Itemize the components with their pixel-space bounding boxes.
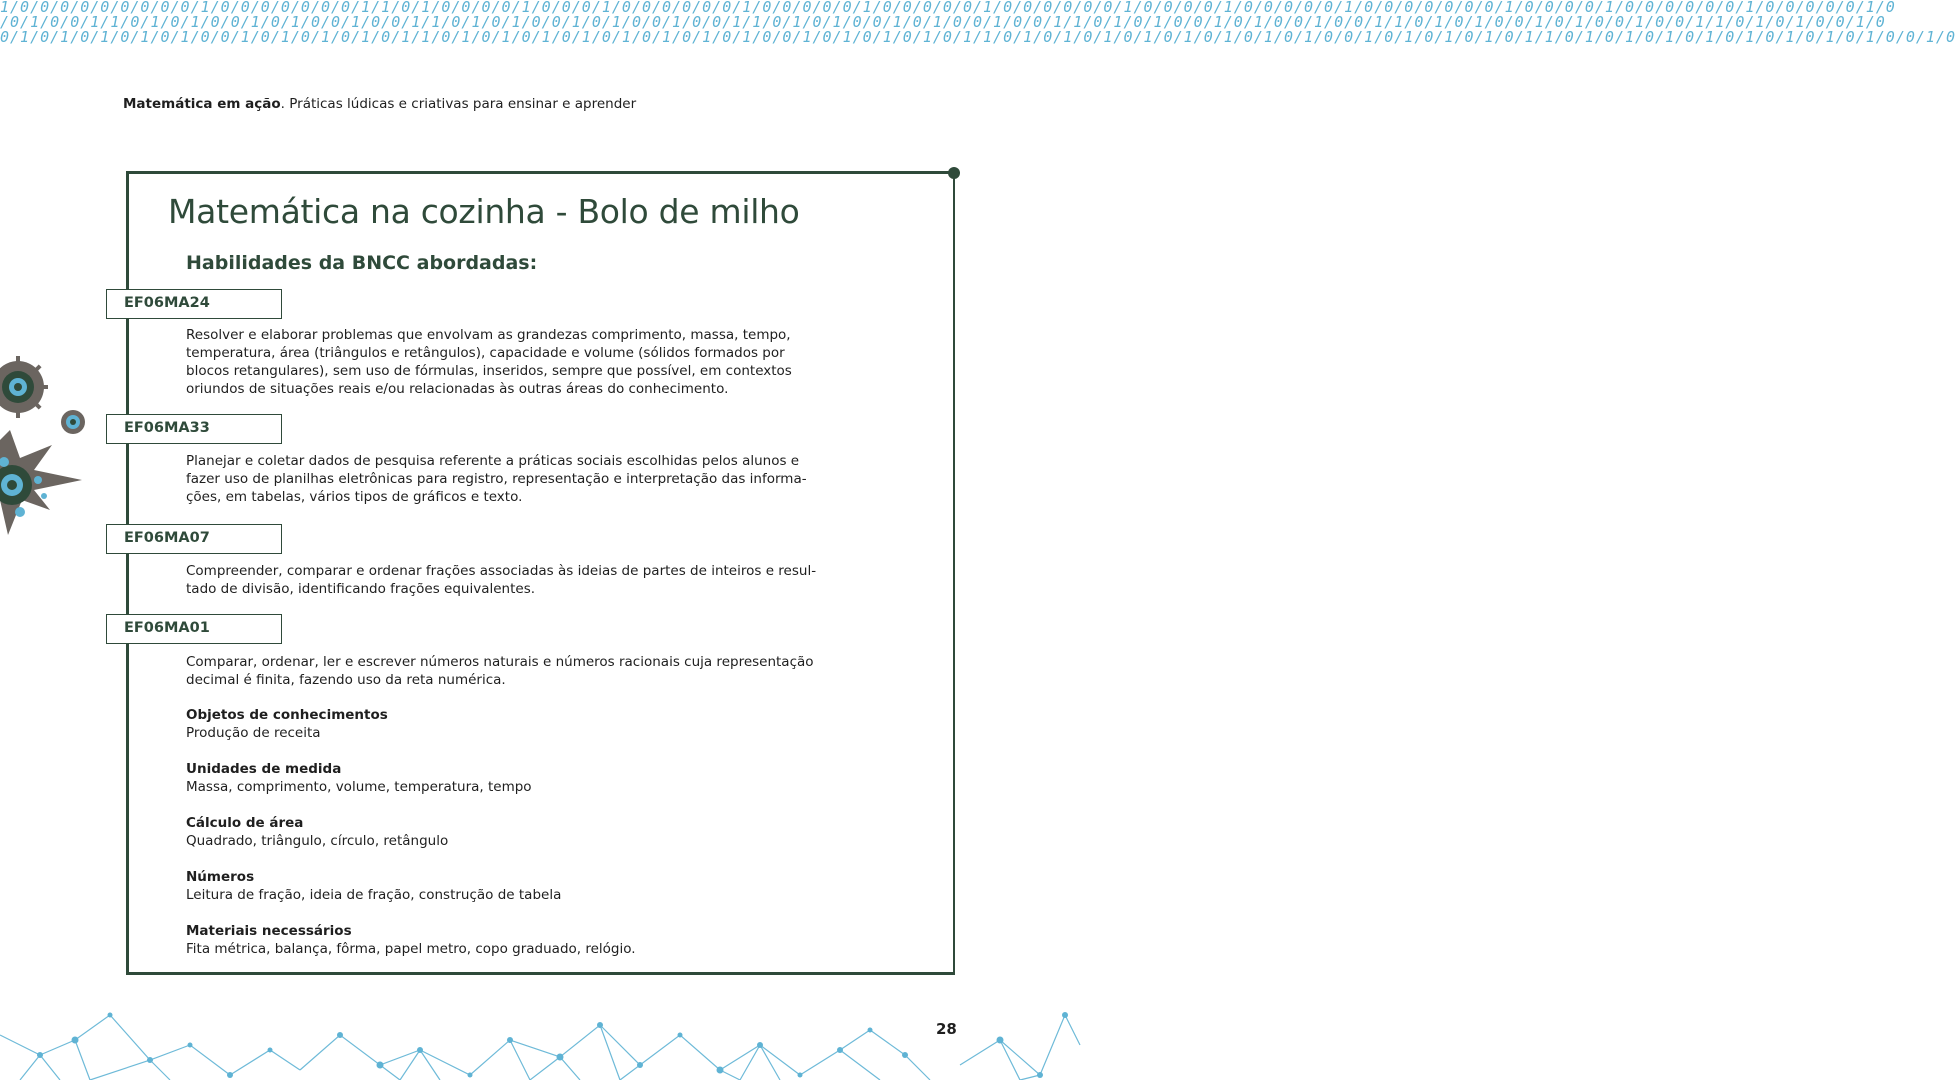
skill-description xyxy=(186,452,926,506)
skill-description xyxy=(186,326,926,398)
page-number: 28 xyxy=(936,1020,957,1038)
skills-heading: Habilidades da BNCC abordadas: xyxy=(186,252,538,274)
skill-code-tab: EF06MA07 xyxy=(106,524,282,554)
section-text: Leitura de fração, ideia de fração, construção de tabela xyxy=(186,887,562,903)
section-heading: Unidades de medida xyxy=(186,761,342,777)
binary-pattern-band xyxy=(0,0,1956,48)
section-unidades xyxy=(186,760,926,796)
section-text: Quadrado, triângulo, círculo, retângulo xyxy=(186,833,449,849)
skill-code-tab: EF06MA01 xyxy=(106,614,282,644)
section-heading: Materiais necessários xyxy=(186,923,352,939)
text-line: decimal é finita, fazendo uso da reta numérica. xyxy=(186,672,506,688)
section-text: Massa, comprimento, volume, temperatura, tempo xyxy=(186,779,532,795)
text-line: temperatura, área (triângulos e retângulos), capacidade e volume (sólidos formados por xyxy=(186,345,785,361)
star-gear-icon xyxy=(0,430,82,535)
skill-code-tab: EF06MA33 xyxy=(106,414,282,444)
text-line: Comparar, ordenar, ler e escrever números naturais e números racionais cuja representação xyxy=(186,654,814,670)
gear-icon xyxy=(61,410,85,434)
gear-icon xyxy=(0,330,100,550)
section-calculo xyxy=(186,814,926,850)
text-line: fazer uso de planilhas eletrônicas para registro, representação e interpretação das informa- xyxy=(186,471,807,487)
skill-code-tab: EF06MA24 xyxy=(106,289,282,319)
text-line: tado de divisão, identificando frações equivalentes. xyxy=(186,581,536,597)
frame-corner-dot xyxy=(948,167,960,179)
section-heading: Números xyxy=(186,869,255,885)
book-header xyxy=(123,96,636,112)
section-objetos xyxy=(186,706,926,742)
text-line: Compreender, comparar e ordenar frações associadas às ideias de partes de inteiros e resul- xyxy=(186,563,817,579)
section-numeros xyxy=(186,868,926,904)
section-materiais xyxy=(186,922,926,958)
section-text: Fita métrica, balança, fôrma, papel metro, copo graduado, relógio. xyxy=(186,941,636,957)
text-line: blocos retangulares), sem uso de fórmulas, inseridos, sempre que possível, em contextos xyxy=(186,363,792,379)
section-heading: Objetos de conhecimentos xyxy=(186,707,388,723)
section-heading: Cálculo de área xyxy=(186,815,304,831)
binary-row: 0/1/0/1/0/1/0/1/0/1/0/0/1/0/1/0/1/0/1/0/1/1/0/1/0/1/0/1/0/1/0/1/0/1/0/1/0/1/0/0/1/0/1/0/1/0/1/0/1/1/0/1/0/1/0/1/0/1/0/1/0/1/0/1/0/1/0/0/1/0/1/0/1/0/1/0/1/1/0/1/0/1/0/1/0/1/0/1/0/1/0/1/0/1/0/0/1/0 xyxy=(0,28,1956,46)
binary-row: 1/0/0/0/0/0/0/0/0/0/1/0/0/0/0/0/0/0/1/1/0/1/0/0/0/0/1/0/0/0/1/0/0/0/0/0/0/1/0/0/0/0/0/1/0/0/0/0/0/1/0/0/0/0/0/0/1/0/0/0/0/1/0/0/0/0/0/1/0/0/0/0/0/0/0/1/0/0/0/0/1/0/0/0/0/0/0/1/0/0/0/0/0/1/0 xyxy=(0,0,1896,16)
text-line: oriundos de situações reais e/ou relacionadas às outras áreas do conhecimento. xyxy=(186,381,729,397)
text-line: Planejar e coletar dados de pesquisa referente a práticas sociais escolhidas pelos alunos e xyxy=(186,453,800,469)
text-line: ções, em tabelas, vários tipos de gráficos e texto. xyxy=(186,489,523,505)
gear-icon xyxy=(0,356,48,418)
page-title: Matemática na cozinha - Bolo de milho xyxy=(168,192,800,231)
book-title: Matemática em ação xyxy=(123,96,281,112)
binary-row: /0/1/0/0/1/1/0/1/0/1/0/0/1/0/1/0/0/1/0/0/1/1/0/1/0/1/0/0/1/0/1/0/0/1/0/0/1/1/0/1/0/1/0/0/1/0/1/0/0/1/0/0/1/1/0/1/0/1/0/0/1/0/1/0/0/1/0/0/1/1/0/1/0/1/0/0/1/0/1/0/0/1/0/0/1/1/0/1/0/1/0/0/1/0 xyxy=(0,13,1886,31)
network-pattern xyxy=(0,995,1080,1080)
book-subtitle: . Práticas lúdicas e criativas para ensinar e aprender xyxy=(280,96,637,112)
text-line: Resolver e elaborar problemas que envolvam as grandezas comprimento, massa, tempo, xyxy=(186,327,791,343)
skill-description xyxy=(186,653,926,689)
skill-description xyxy=(186,562,926,598)
section-text: Produção de receita xyxy=(186,725,321,741)
